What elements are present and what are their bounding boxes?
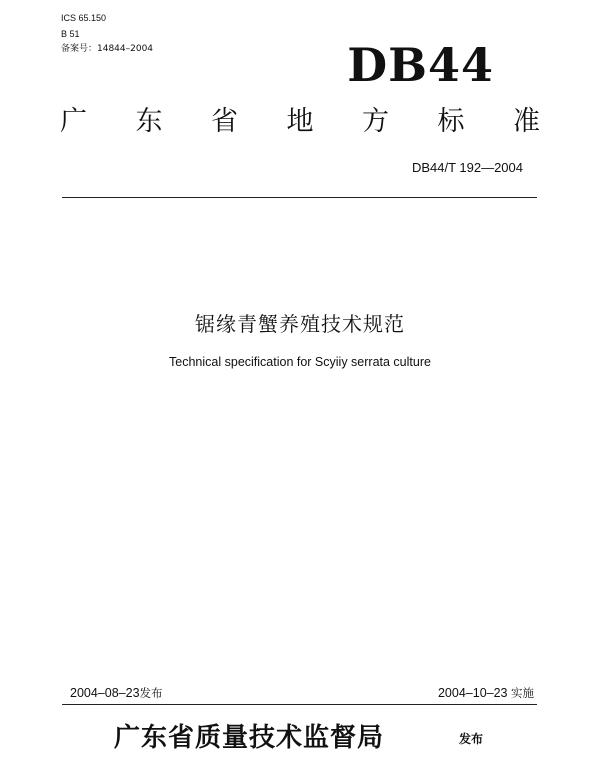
standard-number: DB44/T 192—2004: [411, 160, 523, 175]
record-number: 备案号：14844–2004: [61, 44, 154, 54]
standard-type-char: 方: [362, 106, 389, 137]
standard-type-title: [60, 104, 540, 140]
publish-date-line: [70, 685, 163, 701]
standard-type-char: 准: [513, 106, 540, 137]
implement-date-line: [438, 685, 534, 701]
publish-label: 发布: [139, 686, 163, 700]
issuing-authority: 广东省质量技术监督局: [114, 723, 385, 753]
bottom-divider: [62, 704, 537, 705]
document-title-chinese: 锯缘青蟹养殖技术规范: [195, 312, 405, 336]
implement-label: 实施: [511, 686, 534, 700]
db-logo: DB44: [347, 38, 494, 92]
issuing-label: 发布: [459, 732, 484, 746]
implement-date: 2004–10–23: [437, 686, 508, 700]
standard-type-char: 省: [211, 106, 238, 137]
publish-date: 2004–08–23: [70, 686, 140, 700]
standard-type-char: 标: [437, 106, 465, 137]
top-divider: [62, 197, 537, 198]
standard-type-char: 广: [60, 106, 87, 137]
standard-type-char: 地: [286, 106, 314, 137]
ics-code: ICS 65.150: [61, 13, 107, 23]
standard-type-char: 东: [135, 106, 163, 137]
classification-code: B 51: [61, 29, 80, 39]
document-title-english: Technical specification for Scyiiy serrata culture: [169, 355, 431, 369]
